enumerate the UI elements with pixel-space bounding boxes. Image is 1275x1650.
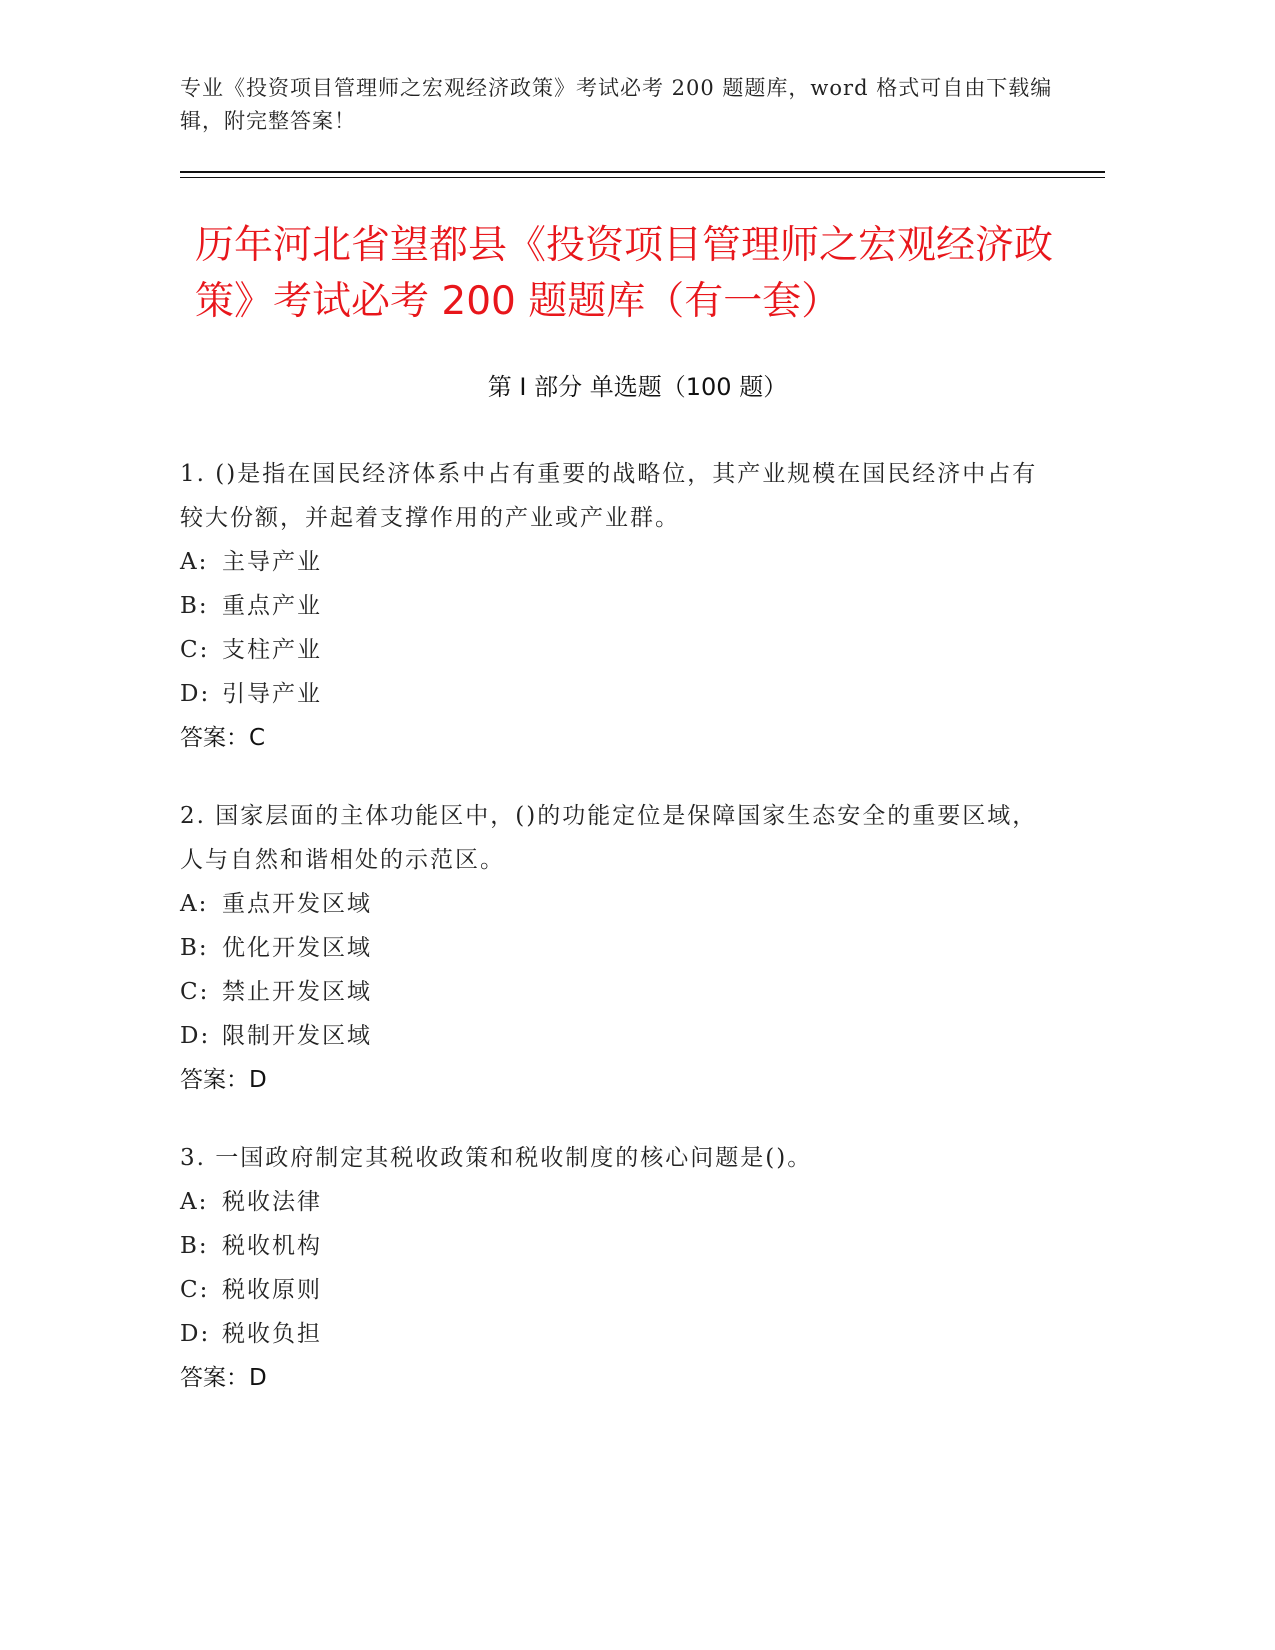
- option-text: 税收负担: [222, 1321, 322, 1347]
- answer: 答案：D: [180, 1365, 267, 1391]
- answer: 答案：C: [180, 725, 266, 751]
- option-d: [180, 1312, 1050, 1356]
- option-key: B:: [180, 593, 209, 619]
- option-c: [180, 1268, 1050, 1312]
- answer: 答案：D: [180, 1067, 267, 1093]
- header-rule-thick: [180, 171, 1105, 173]
- option-text: 税收法律: [222, 1189, 322, 1215]
- option-text: 禁止开发区域: [222, 979, 372, 1005]
- section-title: 第 I 部分 单选题（100 题）: [487, 373, 788, 401]
- option-text: 限制开发区域: [222, 1023, 372, 1049]
- question-3: [180, 1136, 1050, 1400]
- option-text: 税收原则: [222, 1277, 322, 1303]
- option-b: [180, 926, 1050, 970]
- option-key: B:: [180, 935, 209, 961]
- option-text: 重点开发区域: [222, 891, 372, 917]
- header-rule-thin: [180, 177, 1105, 178]
- option-key: C:: [180, 1277, 210, 1303]
- option-a: [180, 882, 1050, 926]
- option-c: [180, 970, 1050, 1014]
- option-text: 重点产业: [222, 593, 322, 619]
- option-key: C:: [180, 979, 210, 1005]
- question-stem: 3. 一国政府制定其税收政策和税收制度的核心问题是()。: [180, 1145, 813, 1171]
- question-list: [180, 452, 1050, 1434]
- question-1: [180, 452, 1050, 760]
- option-key: D:: [180, 1321, 211, 1347]
- option-key: D:: [180, 681, 211, 707]
- question-2: [180, 794, 1050, 1102]
- option-d: [180, 672, 1050, 716]
- option-text: 主导产业: [222, 549, 322, 575]
- header-note: 专业《投资项目管理师之宏观经济政策》考试必考 200 题题库，word 格式可自由下载编辑，附完整答案！: [180, 76, 1053, 133]
- option-key: C:: [180, 637, 210, 663]
- question-stem: 1. ()是指在国民经济体系中占有重要的战略位，其产业规模在国民经济中占有较大份额，并起着支撑作用的产业或产业群。: [180, 461, 1038, 531]
- option-c: [180, 628, 1050, 672]
- option-b: [180, 1224, 1050, 1268]
- option-key: A:: [180, 1189, 209, 1215]
- option-a: [180, 1180, 1050, 1224]
- option-text: 引导产业: [222, 681, 322, 707]
- option-text: 支柱产业: [222, 637, 322, 663]
- document-title: 历年河北省望都县《投资项目管理师之宏观经济政策》考试必考 200 题题库（有一套）: [195, 223, 1054, 324]
- option-a: [180, 540, 1050, 584]
- option-text: 税收机构: [222, 1233, 322, 1259]
- option-d: [180, 1014, 1050, 1058]
- option-key: A:: [180, 891, 209, 917]
- question-stem: 2. 国家层面的主体功能区中，()的功能定位是保障国家生态安全的重要区域，人与自然和谐相处的示范区。: [180, 803, 1038, 873]
- option-b: [180, 584, 1050, 628]
- option-text: 优化开发区域: [222, 935, 372, 961]
- option-key: D:: [180, 1023, 211, 1049]
- option-key: A:: [180, 549, 209, 575]
- option-key: B:: [180, 1233, 209, 1259]
